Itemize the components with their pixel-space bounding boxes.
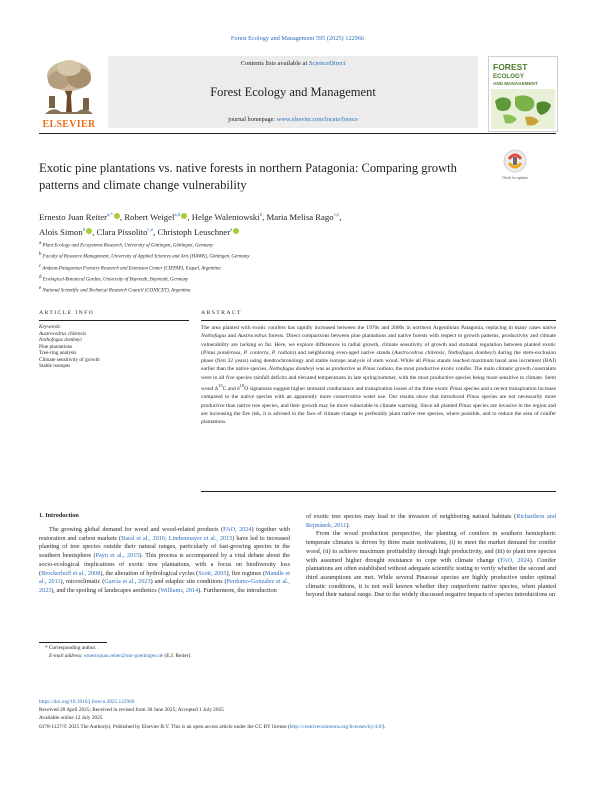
author-name[interactable]: Maria Melisa Rago [266,211,334,222]
affiliation-letter: c [39,263,42,269]
author-separator: , [187,211,192,222]
homepage-prefix: journal homepage: [228,116,277,123]
author-name[interactable]: Clara Pissolito [96,226,148,237]
journal-cover-thumbnail[interactable] [488,56,558,132]
affiliation-text: National Scientific and Technical Research Council (CONICET), Argentina [41,288,191,294]
keyword-item: Nothofagus dombeyi [39,337,82,343]
abstract-text: The area planted with exotic conifers has rapidly increased between the 1970s and 2000s in northern Argentinian Patagonia, replacing in many cases native Nothofagus and Austrocedrus forests. Direct comparisons between pine plantations and native forests with respect to growth patterns, productivity and climate vulnerability are lacking so far. Here, we explore differences in radial growth, climate sensitivity of growth and stomatal regulation between planted exotic (Pinus ponderosa, P. contorta, P. radiata) and neighboring even-aged native stands (Austrocedrus chilensis, Nothofagus dombeyi) during the stem-exclusion phase (first 32 years) using dendrochronology and stable isotope analysis of stem wood. While all Pinus stands reached maximum basal area increment (BAI) earlier than the native species, Nothofagus dombeyi was as productive as Pinus radiata, the most productive exotic conifer. The main climatic growth constraints were in all five species rainfall deficits and elevated temperatures in late spring/summer, with the most productive species being more sensitive to climate. Stem wood $\Delta^{13}C$ and $\delta^{18}O$ signatures suggest higher stomatal conductance and transpiration losses of the three exotic Pinus species and a recent transpiration increase compared to the native species with an apparently more conservative water use. Our results show that introduced Pinus species are not necessarily more productive than native tree species, and their growth may be more vulnerable to climate warming. Since all planted Pinus species are invasive in the region and are increasing the fire risk, it is advised in the face of climate change to preferably plant native tree species, where possible, and to reduce the area of conifer plantations. [201,325,557,426]
affiliation-letter: e [39,286,42,292]
author-list [39,209,549,239]
author-name[interactable]: Christoph Leuschner [157,226,231,237]
author-name[interactable]: Alois Simon [39,226,83,237]
author-separator: , [262,211,267,222]
keyword-item: Stable isotopes [39,363,71,369]
license-link[interactable]: http://creativecommons.org/licenses/by/4.0/ [289,723,383,730]
abstract-heading: ABSTRACT [201,310,242,316]
email-note [39,653,556,661]
author-name[interactable]: Robert Weigel [124,211,175,222]
citation-link[interactable]: FAO, 2024 [223,526,252,533]
author-affiliation-marker[interactable]: a,d [174,213,181,218]
cover-title-line-2: ECOLOGY [493,73,524,80]
abstract-rule [201,320,556,321]
affiliation-list [39,240,549,297]
citation-link[interactable]: Richardson and Rejmánek, 2011 [306,513,556,529]
author-affiliation-marker[interactable]: b [82,227,86,233]
author-affiliation-marker[interactable]: c,e [147,227,154,233]
article-title: Exotic pine plantations vs. native forests in northern Patagonia: Comparing growth patterns and climate change vulnerability [39,161,457,192]
keyword-item: Tree-ring analysis [39,350,77,356]
body-column-right [306,513,556,600]
affiliation-letter: d [39,274,42,280]
available-online-date: Available online 12 July 2025 [39,715,103,722]
email-owner: (E.J. Reiter). [164,652,192,659]
keywords-list [39,331,179,370]
doi-link[interactable]: https://doi.org/10.1016/j.foreco.2025.122966 [39,699,135,705]
author-separator: , [120,211,125,222]
citation-link[interactable]: Payn et al., 2015 [95,552,140,560]
citation-link[interactable]: Mandle et al., 2011 [39,569,290,586]
affiliation-text: Ecological-Botanical Garden, University of Bayreuth, Bayreuth, Germany [41,277,189,283]
affiliation-letter: a [39,241,42,246]
corresponding-author-note [39,645,556,653]
body-column-left [39,526,290,596]
masthead-divider [39,133,556,134]
email-label: E-mail address: [49,652,83,659]
journal-title: Forest Ecology and Management [210,85,376,99]
keywords-block [39,324,179,370]
journal-cover-icon [489,57,557,131]
affiliation-item [39,240,549,251]
author-separator: , [153,226,158,237]
email-link[interactable]: ernestojuan.reiter@uni-goettingen.de [84,652,164,659]
affiliation-text: Faculty of Resource Management, University of Applied Sciences and Arts (HAWK), Göttingen, Germany [41,254,250,260]
check-for-updates-badge[interactable] [501,148,529,178]
received-dates: Received 28 April 2025; Received in revised form 30 June 2025; Accepted 1 July 2025 [39,707,224,714]
footnotes [39,645,556,661]
author-name[interactable]: Helge Walentowski [191,211,260,222]
cover-title-line-3: AND MANAGEMENT [493,81,538,86]
intro-paragraph-1: The growing global demand for wood and wood-related products (FAO, 2024) together with restoration and carbon markets (Baral et al., 2016; Lindenmayer et al., 2015) have led to increased planting of tree species outside their natural ranges, particularly of fast-growing species in the southern hemisphere (Payn et al., 2015). This process is accompanied by a vital debate about the socio-ecological implications of exotic tree plantations, with a focus on biodiversity loss (Brockerhoff et al., 2008), the alteration of hydrological cycles (Scott, 2005), fire regimes (Mandle et al., 2011), microclimatic (García et al., 2023) and edaphic site conditions (Perdomo-González et al., 2023), and the spoiling of landscapes aesthetics (Williams, 2014). Furthermore, the introduction [39,526,291,594]
affiliation-text: Plant Ecology and Ecosystems Research, University of Göttingen, Göttingen, Germany [41,243,214,249]
abstract-end-rule [201,491,556,492]
author-affiliation-marker[interactable]: c,e [333,213,340,218]
affiliation-text: Andean-Patagonian Forestry Research and Extension Center (CIEFAP), Esquel, Argentina [41,266,221,272]
author-affiliation-marker[interactable]: a [230,227,233,233]
author-affiliation-marker[interactable]: b [259,213,263,218]
affiliation-item [39,251,549,262]
affiliation-letter: b [39,252,42,258]
license-line [39,723,556,731]
cover-title-line-1: FOREST [493,62,528,72]
publisher-wordmark: ELSEVIER [42,119,96,130]
citation-link[interactable]: Williams, 2014 [160,586,199,594]
author-separator: , [92,226,97,237]
affiliation-item [39,263,549,274]
contents-line [108,60,478,67]
citation-link[interactable]: Baral et al., 2016; Lindenmayer et al., 2015 [121,534,233,542]
keyword-item: Pine plantations [39,343,73,350]
affiliation-item [39,285,549,296]
article-info-rule [39,320,189,321]
publication-details [39,698,556,731]
journal-banner [108,56,478,128]
homepage-line [108,116,478,123]
keyword-item: Climate sensitivity of growth [39,356,100,363]
citation-link[interactable]: Perdomo-González et al., 2023 [39,578,290,594]
author-affiliation-marker[interactable]: a,* [107,213,114,218]
affiliation-item [39,274,549,285]
journal-reference[interactable]: Forest Ecology and Management 595 (2025) 122966 [230,35,365,42]
license-suffix: ). [382,723,386,730]
elsevier-logo[interactable] [39,56,99,130]
citation-link[interactable]: Scott, 2005 [198,569,227,577]
contents-prefix: Contents lists available at [240,60,309,67]
footnote-mark: * [45,645,48,651]
footnote-rule [39,642,107,643]
intro-paragraph-2: From the wood production perspective, the planting of conifers in southern hemispheric temperate climates is driven by three main motivations, (i) to meet the market demand for conifer wood, (ii) to achieve maximum profitability through high productivity, and (iii) to plant tree species with assumed higher drought resistance to cope with climate change (FAO, 2024). Conifer plantations are often established without adequate scientific testing to verify whether the second and third assumptions are met. While several Pinaceae species are highly productive under optimal climatic conditions, it is not well known whether they outperform native species, when planted beyond their natural range. Due to the widely discussed negative impacts of species introductions on [306,530,556,599]
citation-link[interactable]: Brockerhoff et al., 2008 [41,569,101,577]
intro-paragraph-1-continued: of exotic tree species may lead to the invasion of neighboring natural habitats (Richardson and Rejmánek, 2011). [306,513,556,529]
license-prefix: 0378-1127/© 2025 The Author(s). Published by Elsevier B.V. This is an open access article under the CC BY license ( [39,723,290,730]
check-for-updates-label: Check for updates [501,176,529,180]
check-for-updates-icon [501,148,529,178]
author-name[interactable]: Ernesto Juan Reiter [39,211,108,222]
section-heading-introduction: 1. Introduction [39,512,79,519]
author-separator: , [339,211,342,222]
masthead [39,56,556,130]
citation-link[interactable]: García et al., 2023 [104,578,151,586]
keywords-label: Keywords: [39,324,62,330]
corresponding-author-text: Corresponding author. [48,645,97,651]
tree-emblem-icon [39,56,99,116]
keyword-item: Austrocedrus chilensis [39,330,86,337]
sciencedirect-link[interactable]: ScienceDirect [308,60,346,67]
article-info-heading: ARTICLE INFO [39,310,95,316]
homepage-link[interactable]: www.elsevier.com/locate/foreco [276,116,358,123]
citation-link[interactable]: FAO, 2024 [500,556,530,564]
orcid-icon[interactable] [233,228,239,234]
